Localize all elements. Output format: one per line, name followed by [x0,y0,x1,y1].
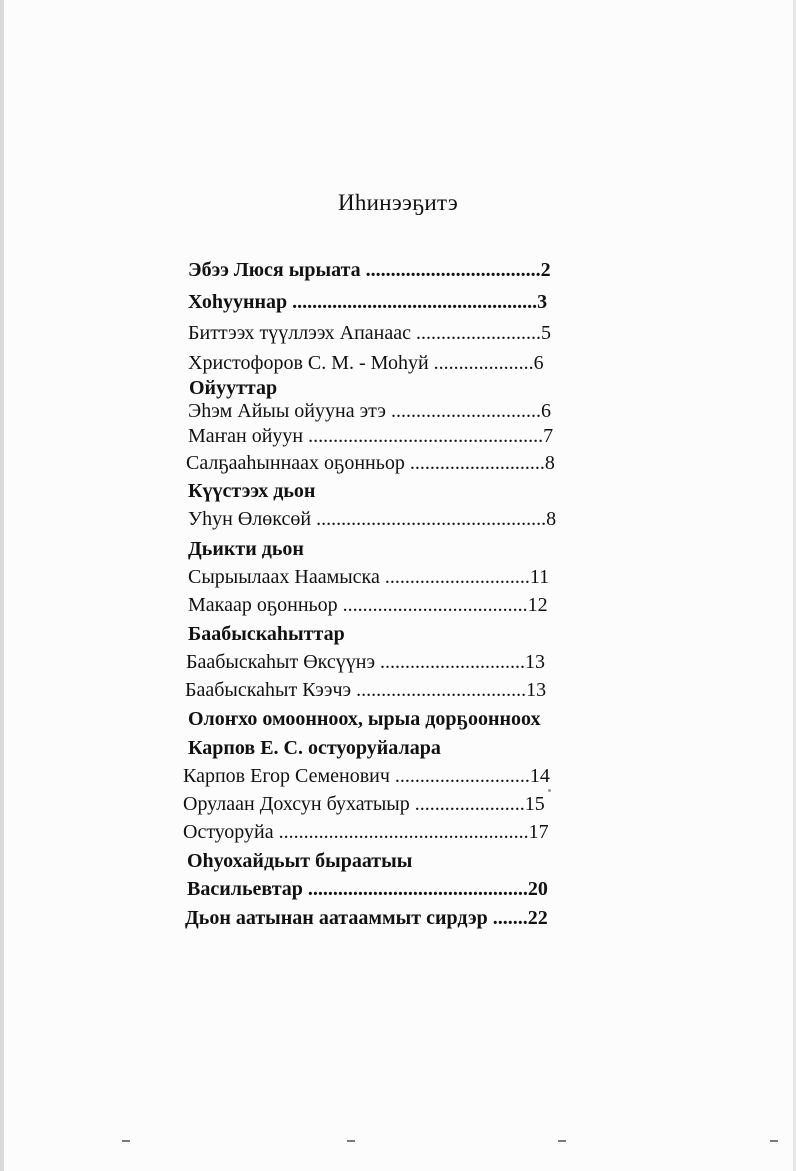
toc-entry: Христофоров С. М. - Моһуй ....................6 [188,352,544,374]
toc-entry: Орулаан Дохсун бухатыыр ......................15 [183,793,545,815]
toc-section-heading: Ойууттар [189,377,278,399]
page-left-edge-shadow [0,0,4,1171]
toc-entry: Остуоруйа ..................................................17 [183,821,549,843]
toc-entry: Баабыскаһыт Кээчэ ..................................13 [185,679,547,701]
toc-entry: Дьон аатынан аатааммыт сирдэр .......22 [185,907,548,929]
toc-entry: Салҕааһыннаах оҕонньор ...........................8 [186,452,555,474]
scan-mark [122,1140,130,1142]
toc-entry: Васильевтар ............................................20 [187,878,548,900]
toc-section-heading: Күүстээх дьон [188,480,316,502]
paper-speck [548,789,551,792]
page-title: Иһинээҕитэ [337,190,459,215]
toc-entry: Биттээх түүллээх Апанаас .........................5 [188,322,551,344]
scan-mark [558,1140,566,1142]
toc-entry: Эһэм Айыы ойууна этэ ..............................6 [188,400,551,422]
toc-section-heading: Оһуохайдьыт быраатыы [187,850,413,872]
toc-entry: Эбээ Люся ырыата ...................................2 [188,259,551,281]
toc-entry: Уһун Өлөксөй ..............................................8 [188,508,557,530]
toc-section-heading: Карпов Е. С. остуоруйалара [188,737,441,759]
toc-entry: Баабыскаһыт Өксүүнэ .............................13 [186,651,546,673]
toc-entry: Карпов Егор Семенович ...........................14 [183,765,550,787]
toc-entry: Хоһууннар .................................................3 [188,291,548,313]
toc-section-heading: Олоҥхо омоонноох, ырыа дорҕоонноох [188,708,541,730]
toc-section-heading: Баабыскаһыттар [188,623,345,645]
toc-entry: Макаар оҕонньор .....................................12 [188,594,548,616]
toc-entry: Маҥан ойуун ...............................................7 [188,425,554,447]
toc-section-heading: Дьикти дьон [188,538,304,560]
scan-mark [770,1140,778,1142]
scan-mark [347,1140,355,1142]
toc-entry: Сырыылаах Наамыска .............................11 [188,566,550,588]
